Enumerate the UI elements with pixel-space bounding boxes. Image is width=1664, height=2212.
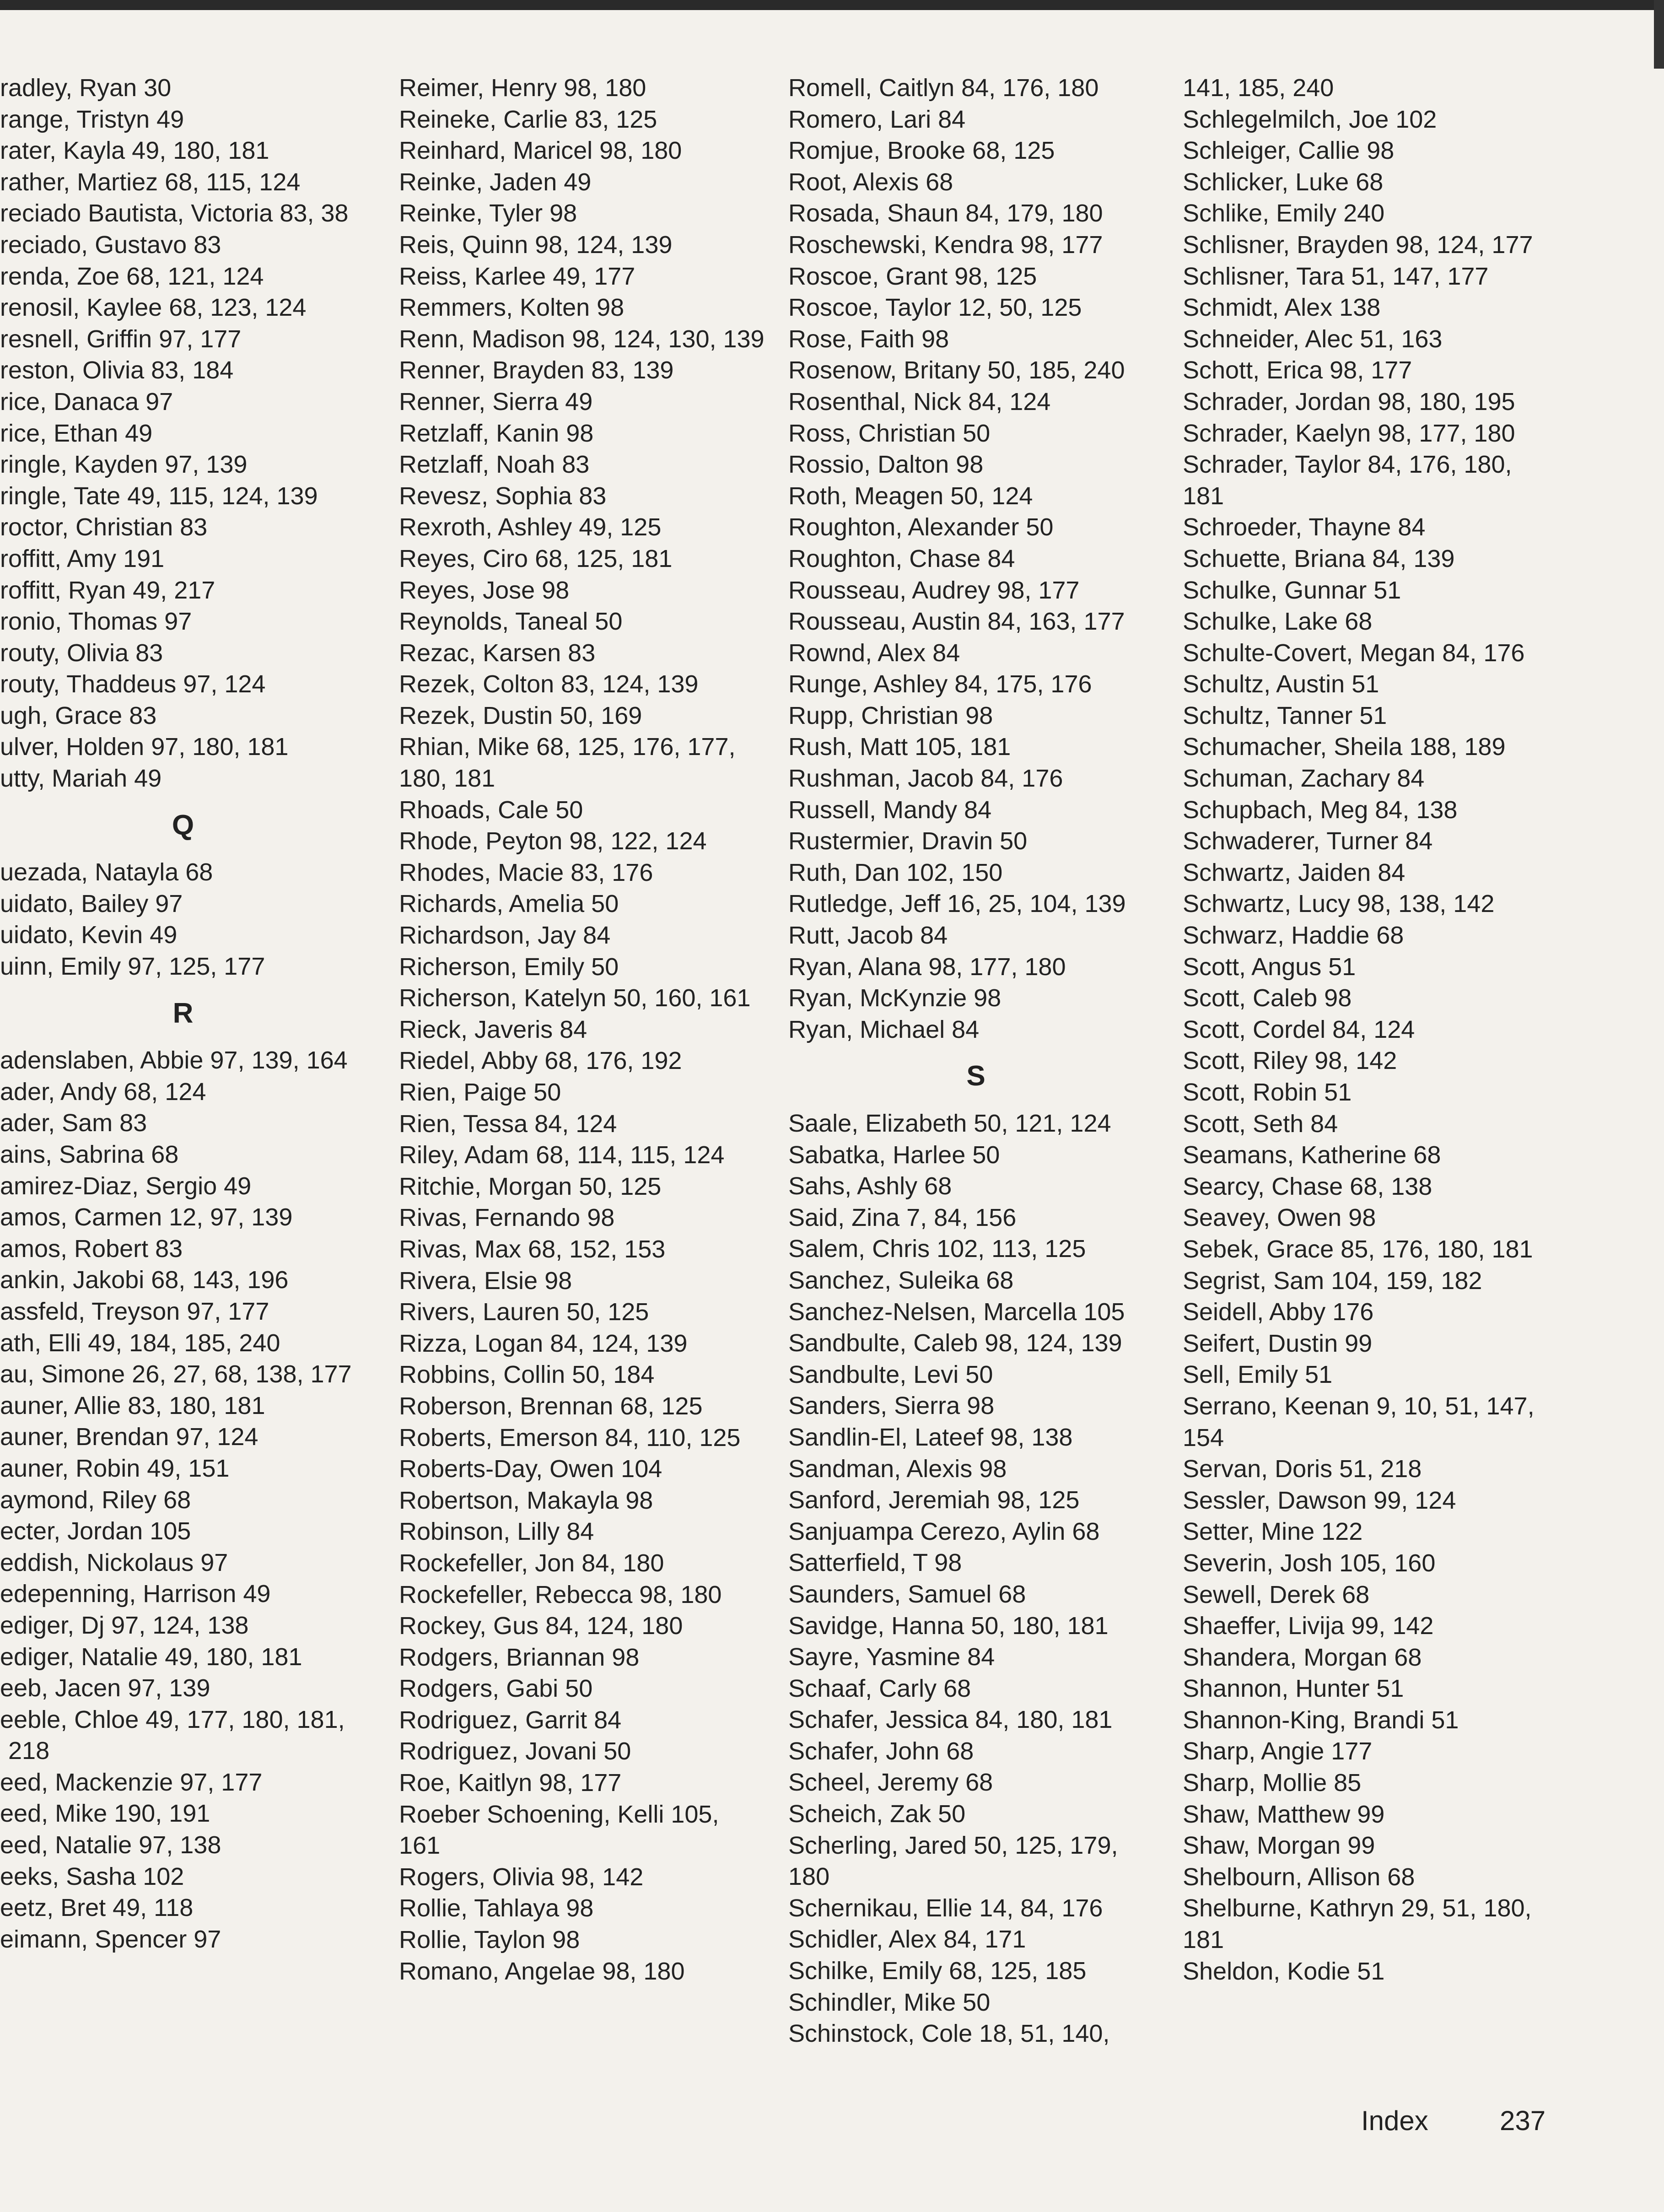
index-entry: Riley, Adam 68, 114, 115, 124 (399, 1141, 725, 1169)
index-entry: Revesz, Sophia 83 (399, 482, 607, 510)
index-entry: Robinson, Lilly 84 (399, 1518, 594, 1546)
index-entry: Schrader, Taylor 84, 176, 180, 181 (1183, 451, 1512, 510)
index-entry: Roth, Meagen 50, 124 (788, 482, 1033, 510)
index-entry: Sahs, Ashly 68 (788, 1172, 952, 1200)
index-entry: adenslaben, Abbie 97, 139, 164 (0, 1047, 348, 1074)
index-entry: Rivers, Lauren 50, 125 (399, 1298, 649, 1326)
index-column-3 (788, 72, 1163, 2050)
index-entry: Rhodes, Macie 83, 176 (399, 858, 653, 886)
index-entry: Setter, Mine 122 (1183, 1518, 1363, 1546)
index-entry: Sharp, Angie 177 (1183, 1737, 1373, 1765)
index-entry: Saunders, Samuel 68 (788, 1580, 1026, 1608)
index-entry: Rutt, Jacob 84 (788, 922, 948, 950)
index-entry: Rosenthal, Nick 84, 124 (788, 388, 1051, 415)
index-entry: Servan, Doris 51, 218 (1183, 1455, 1422, 1483)
index-entry: Schwaderer, Turner 84 (1183, 827, 1433, 855)
index-entry: Rezek, Colton 83, 124, 139 (399, 670, 699, 698)
index-entry: Scott, Angus 51 (1183, 953, 1356, 981)
index-entry: Schulke, Lake 68 (1183, 608, 1373, 636)
index-entry: Reiss, Karlee 49, 177 (399, 262, 635, 290)
index-entry: Reimer, Henry 98, 180 (399, 74, 646, 102)
index-entry: Rhian, Mike 68, 125, 176, 177, 180, 181 (399, 733, 736, 793)
index-entry: Seidell, Abby 176 (1183, 1298, 1374, 1326)
index-entry: Romano, Angelae 98, 180 (399, 1957, 685, 1985)
index-entry: aymond, Riley 68 (0, 1486, 191, 1514)
index-entry: Rustermier, Dravin 50 (788, 827, 1028, 855)
index-entry: Schulke, Gunnar 51 (1183, 576, 1401, 604)
index-entry: Rodriguez, Jovani 50 (399, 1737, 631, 1765)
index-entry: Richards, Amelia 50 (399, 890, 619, 918)
index-entry: Schafer, John 68 (788, 1737, 974, 1765)
index-entry: Scott, Cordel 84, 124 (1183, 1015, 1415, 1043)
section-letter-header: Q (172, 809, 194, 841)
index-entry: eeb, Jacen 97, 139 (0, 1674, 210, 1702)
index-entry: Severin, Josh 105, 160 (1183, 1549, 1436, 1577)
section-letter-header: R (172, 997, 194, 1029)
index-entry: Schilke, Emily 68, 125, 185 (788, 1957, 1087, 1985)
index-entry: Romero, Lari 84 (788, 105, 966, 133)
index-entry: Rollie, Tahlaya 98 (399, 1894, 594, 1922)
index-entry: Sabatka, Harlee 50 (788, 1141, 1000, 1169)
index-entry: Rushman, Jacob 84, 176 (788, 765, 1063, 793)
index-entry: Roughton, Alexander 50 (788, 513, 1054, 541)
index-entry: Renner, Brayden 83, 139 (399, 356, 674, 384)
index-entry: ecter, Jordan 105 (0, 1517, 191, 1545)
index-entry: Ryan, Alana 98, 177, 180 (788, 953, 1066, 981)
index-entry: eetz, Bret 49, 118 (0, 1894, 194, 1922)
index-entry: Sandbulte, Caleb 98, 124, 139 (788, 1329, 1122, 1357)
index-entry: Romell, Caitlyn 84, 176, 180 (788, 74, 1099, 102)
index-entry: eed, Natalie 97, 138 (0, 1831, 221, 1859)
index-entry: Ross, Christian 50 (788, 419, 991, 447)
index-entry: uezada, Natayla 68 (0, 858, 213, 886)
index-entry: Romjue, Brooke 68, 125 (788, 137, 1055, 165)
index-entry: routy, Thaddeus 97, 124 (0, 670, 266, 698)
index-entry: Rieck, Javeris 84 (399, 1015, 587, 1043)
index-entry: Richerson, Katelyn 50, 160, 161 (399, 984, 751, 1012)
index-entry: 141, 185, 240 (1183, 74, 1334, 102)
index-entry: Roscoe, Grant 98, 125 (788, 262, 1037, 290)
index-entry: Scott, Riley 98, 142 (1183, 1047, 1397, 1075)
index-entry: Schindler, Mike 50 (788, 1988, 991, 2016)
index-entry: Schott, Erica 98, 177 (1183, 356, 1412, 384)
index-entry: Rosenow, Britany 50, 185, 240 (788, 356, 1125, 384)
index-entry: uidato, Bailey 97 (0, 890, 183, 917)
index-entry: au, Simone 26, 27, 68, 138, 177 (0, 1360, 352, 1388)
page-edge-shadow (1654, 0, 1664, 69)
index-entry: rater, Kayla 49, 180, 181 (0, 137, 269, 165)
index-entry: Rien, Paige 50 (399, 1079, 561, 1106)
index-entry: Rossio, Dalton 98 (788, 451, 984, 479)
index-entry: Sessler, Dawson 99, 124 (1183, 1486, 1456, 1514)
index-entry: Ritchie, Morgan 50, 125 (399, 1172, 662, 1200)
index-entry: Rodgers, Gabi 50 (399, 1675, 593, 1703)
index-entry: auner, Allie 83, 180, 181 (0, 1392, 265, 1419)
index-entry: Rhode, Peyton 98, 122, 124 (399, 827, 707, 855)
index-entry: Riedel, Abby 68, 176, 192 (399, 1047, 682, 1075)
index-entry: Ryan, Michael 84 (788, 1015, 980, 1043)
index-entry: Richardson, Jay 84 (399, 922, 611, 950)
index-entry: Schuman, Zachary 84 (1183, 765, 1425, 793)
index-column-1 (0, 72, 366, 1955)
index-entry: Shelbourn, Allison 68 (1183, 1863, 1415, 1891)
index-entry: Russell, Mandy 84 (788, 796, 992, 824)
index-entry: Satterfield, T 98 (788, 1549, 962, 1577)
index-entry: Shaeffer, Livija 99, 142 (1183, 1612, 1434, 1640)
index-entry: Robbins, Collin 50, 184 (399, 1361, 655, 1389)
index-entry: Seamans, Katherine 68 (1183, 1141, 1441, 1169)
index-entry: Scott, Caleb 98 (1183, 984, 1352, 1012)
index-entry: eddish, Nickolaus 97 (0, 1548, 228, 1576)
index-entry: Reineke, Carlie 83, 125 (399, 105, 657, 133)
index-entry: Salem, Chris 102, 113, 125 (788, 1235, 1086, 1263)
index-entry: Roberts, Emerson 84, 110, 125 (399, 1424, 741, 1451)
index-entry: renosil, Kaylee 68, 123, 124 (0, 294, 307, 322)
index-entry: auner, Robin 49, 151 (0, 1454, 230, 1482)
index-entry: Reinhard, Maricel 98, 180 (399, 137, 682, 165)
index-entry: Shaw, Morgan 99 (1183, 1832, 1375, 1860)
index-entry: Segrist, Sam 104, 159, 182 (1183, 1267, 1482, 1295)
index-entry: Schlisner, Brayden 98, 124, 177 (1183, 231, 1533, 259)
index-entry: ediger, Natalie 49, 180, 181 (0, 1643, 302, 1671)
index-entry: Schwartz, Lucy 98, 138, 142 (1183, 890, 1495, 918)
page-number: 237 (1500, 2105, 1546, 2136)
index-entry: Reinke, Jaden 49 (399, 168, 592, 196)
index-entry: Saale, Elizabeth 50, 121, 124 (788, 1110, 1111, 1137)
index-entry: Rhoads, Cale 50 (399, 796, 583, 824)
index-entry: Rousseau, Austin 84, 163, 177 (788, 608, 1125, 636)
index-entry: amos, Carmen 12, 97, 139 (0, 1203, 293, 1231)
index-entry: uinn, Emily 97, 125, 177 (0, 953, 265, 981)
index-entry: renda, Zoe 68, 121, 124 (0, 262, 264, 290)
index-entry: Scott, Robin 51 (1183, 1079, 1352, 1106)
index-entry: ediger, Dj 97, 124, 138 (0, 1611, 249, 1639)
index-entry: Schmidt, Alex 138 (1183, 294, 1381, 322)
index-entry: Schinstock, Cole 18, 51, 140, (788, 2020, 1110, 2048)
index-entry: eed, Mackenzie 97, 177 (0, 1768, 263, 1796)
index-entry: Schaaf, Carly 68 (788, 1674, 971, 1702)
index-entry: Schernikau, Ellie 14, 84, 176 (788, 1894, 1103, 1922)
index-entry: Schlicker, Luke 68 (1183, 168, 1384, 196)
index-entry: Sheldon, Kodie 51 (1183, 1957, 1385, 1985)
index-entry: Richerson, Emily 50 (399, 953, 619, 981)
index-entry: ulver, Holden 97, 180, 181 (0, 733, 289, 761)
index-entry: Schrader, Kaelyn 98, 177, 180 (1183, 419, 1515, 447)
index-entry: Rosada, Shaun 84, 179, 180 (788, 200, 1103, 227)
section-letter-header: S (966, 1060, 985, 1092)
index-entry: Schulte-Covert, Megan 84, 176 (1183, 639, 1525, 667)
index-entry: reston, Olivia 83, 184 (0, 356, 234, 384)
index-entry: Robertson, Makayla 98 (399, 1486, 653, 1514)
index-entry: Ryan, McKynzie 98 (788, 984, 1002, 1012)
footer-label: Index (1361, 2105, 1428, 2136)
index-entry: Rupp, Christian 98 (788, 701, 993, 729)
index-entry: auner, Brendan 97, 124 (0, 1423, 258, 1451)
index-entry: routy, Olivia 83 (0, 639, 163, 667)
top-edge-bar (0, 0, 1664, 10)
index-entry: Schneider, Alec 51, 163 (1183, 325, 1443, 353)
index-entry: Schrader, Jordan 98, 180, 195 (1183, 388, 1515, 415)
index-entry: Reinke, Tyler 98 (399, 200, 577, 227)
index-entry: Sanchez-Nelsen, Marcella 105 (788, 1298, 1125, 1326)
index-entry: Seavey, Owen 98 (1183, 1204, 1376, 1232)
index-entry: ankin, Jakobi 68, 143, 196 (0, 1266, 289, 1294)
index-entry: Roughton, Chase 84 (788, 545, 1015, 572)
index-entry: Sebek, Grace 85, 176, 180, 181 (1183, 1235, 1533, 1263)
index-entry: rice, Danaca 97 (0, 388, 173, 415)
index-entry: Shandera, Morgan 68 (1183, 1643, 1422, 1671)
index-entry: reciado Bautista, Victoria 83, 38 (0, 200, 349, 227)
index-entry: Reis, Quinn 98, 124, 139 (399, 231, 673, 259)
index-entry: Schuette, Briana 84, 139 (1183, 545, 1455, 572)
index-entry: Sanders, Sierra 98 (788, 1392, 995, 1420)
index-entry: Rownd, Alex 84 (788, 639, 960, 667)
index-entry: Shannon, Hunter 51 (1183, 1675, 1404, 1703)
index-entry: Serrano, Keenan 9, 10, 51, 147, 154 (1183, 1392, 1535, 1451)
index-entry: Rezac, Karsen 83 (399, 639, 596, 667)
index-entry: Sandman, Alexis 98 (788, 1455, 1007, 1483)
index-entry: Seifert, Dustin 99 (1183, 1329, 1373, 1357)
index-column-2 (399, 72, 765, 1987)
index-entry: Rollie, Taylon 98 (399, 1926, 580, 1954)
index-entry: eed, Mike 190, 191 (0, 1800, 210, 1828)
index-entry: radley, Ryan 30 (0, 74, 172, 102)
index-entry: Renn, Madison 98, 124, 130, 139 (399, 325, 765, 353)
index-entry: roffitt, Amy 191 (0, 545, 165, 572)
index-entry: ath, Elli 49, 184, 185, 240 (0, 1329, 280, 1357)
index-entry: eeble, Chloe 49, 177, 180, 181, 218 (0, 1705, 345, 1765)
index-entry: Renner, Sierra 49 (399, 388, 593, 415)
index-entry: Scherling, Jared 50, 125, 179, 180 (788, 1831, 1118, 1891)
index-entry: Root, Alexis 68 (788, 168, 953, 196)
index-entry: ader, Sam 83 (0, 1109, 147, 1137)
index-entry: Schleiger, Callie 98 (1183, 137, 1395, 165)
index-entry: rice, Ethan 49 (0, 419, 153, 447)
index-entry: Schroeder, Thayne 84 (1183, 513, 1426, 541)
index-entry: uidato, Kevin 49 (0, 921, 178, 949)
index-entry: Rockey, Gus 84, 124, 180 (399, 1612, 683, 1640)
index-entry: ringle, Tate 49, 115, 124, 139 (0, 482, 318, 510)
index-entry: Schlegelmilch, Joe 102 (1183, 105, 1437, 133)
index-entry: Sharp, Mollie 85 (1183, 1769, 1362, 1797)
index-entry: eeks, Sasha 102 (0, 1862, 184, 1890)
index-entry: Sanjuampa Cerezo, Aylin 68 (788, 1517, 1100, 1545)
index-entry: Schidler, Alex 84, 171 (788, 1926, 1026, 1953)
index-entry: Roeber Schoening, Kelli 105, 161 (399, 1800, 719, 1860)
index-entry: Shelburne, Kathryn 29, 51, 180, 181 (1183, 1894, 1532, 1954)
index-entry: Sayre, Yasmine 84 (788, 1643, 995, 1671)
index-entry: amos, Robert 83 (0, 1235, 183, 1262)
index-entry: Rivas, Fernando 98 (399, 1204, 615, 1232)
index-entry: assfeld, Treyson 97, 177 (0, 1297, 269, 1325)
index-entry: reciado, Gustavo 83 (0, 231, 221, 259)
index-entry: Rousseau, Audrey 98, 177 (788, 576, 1080, 604)
index-entry: Schultz, Austin 51 (1183, 670, 1379, 698)
index-entry: Rien, Tessa 84, 124 (399, 1110, 617, 1138)
index-entry: ains, Sabrina 68 (0, 1141, 179, 1168)
index-entry: Retzlaff, Kanin 98 (399, 419, 594, 447)
index-entry: range, Tristyn 49 (0, 105, 184, 133)
index-entry: Rexroth, Ashley 49, 125 (399, 513, 662, 541)
index-entry: edepenning, Harrison 49 (0, 1580, 271, 1608)
index-entry: Sandbulte, Levi 50 (788, 1360, 993, 1388)
index-entry: Remmers, Kolten 98 (399, 294, 625, 322)
index-entry: Scott, Seth 84 (1183, 1110, 1338, 1138)
index-entry: Sanchez, Suleika 68 (788, 1266, 1014, 1294)
index-entry: Shaw, Matthew 99 (1183, 1800, 1385, 1828)
index-entry: Rizza, Logan 84, 124, 139 (399, 1329, 688, 1357)
index-entry: Schafer, Jessica 84, 180, 181 (788, 1706, 1113, 1734)
index-entry: Rockefeller, Rebecca 98, 180 (399, 1581, 722, 1608)
index-entry: utty, Mariah 49 (0, 765, 162, 793)
index-entry: Reyes, Ciro 68, 125, 181 (399, 545, 673, 572)
index-entry: Reyes, Jose 98 (399, 576, 570, 604)
index-entry: Rutledge, Jeff 16, 25, 104, 139 (788, 890, 1126, 918)
index-entry: Scheich, Zak 50 (788, 1800, 966, 1828)
index-entry: Sell, Emily 51 (1183, 1361, 1333, 1389)
index-entry: Rockefeller, Jon 84, 180 (399, 1549, 664, 1577)
index-entry: Ruth, Dan 102, 150 (788, 858, 1003, 886)
index-entry: Runge, Ashley 84, 175, 176 (788, 670, 1092, 698)
index-entry: Roberson, Brennan 68, 125 (399, 1392, 703, 1420)
index-entry: Roe, Kaitlyn 98, 177 (399, 1769, 622, 1797)
index-entry: Sanford, Jeremiah 98, 125 (788, 1486, 1080, 1514)
index-entry: Rodgers, Briannan 98 (399, 1643, 640, 1671)
index-entry: Roberts-Day, Owen 104 (399, 1455, 662, 1483)
index-entry: Retzlaff, Noah 83 (399, 451, 590, 479)
index-entry: Roscoe, Taylor 12, 50, 125 (788, 294, 1082, 322)
index-entry: roffitt, Ryan 49, 217 (0, 576, 215, 604)
index-entry: rather, Martiez 68, 115, 124 (0, 168, 301, 196)
index-entry: ringle, Kayden 97, 139 (0, 451, 248, 479)
index-column-4 (1183, 72, 1549, 1987)
index-entry: Rivera, Elsie 98 (399, 1267, 572, 1295)
index-entry: Schlisner, Tara 51, 147, 177 (1183, 262, 1489, 290)
index-entry: roctor, Christian 83 (0, 513, 208, 541)
index-entry: ronio, Thomas 97 (0, 608, 192, 636)
index-entry: ugh, Grace 83 (0, 701, 157, 729)
index-entry: Roschewski, Kendra 98, 177 (788, 231, 1103, 259)
index-entry: Searcy, Chase 68, 138 (1183, 1172, 1432, 1200)
index-entry: eimann, Spencer 97 (0, 1925, 221, 1953)
index-entry: Rezek, Dustin 50, 169 (399, 701, 642, 729)
index-entry: Rush, Matt 105, 181 (788, 733, 1011, 761)
index-entry: Schultz, Tanner 51 (1183, 701, 1387, 729)
index-entry: Rodriguez, Garrit 84 (399, 1706, 622, 1734)
index-entry: ader, Andy 68, 124 (0, 1078, 206, 1106)
index-entry: Schlike, Emily 240 (1183, 200, 1385, 227)
index-entry: Schupbach, Meg 84, 138 (1183, 796, 1458, 824)
index-entry: Schwarz, Haddie 68 (1183, 922, 1404, 950)
index-entry: Reynolds, Taneal 50 (399, 608, 623, 636)
index-entry: Schumacher, Sheila 188, 189 (1183, 733, 1506, 761)
index-entry: Sandlin-El, Lateef 98, 138 (788, 1423, 1073, 1451)
index-entry: Sewell, Derek 68 (1183, 1581, 1370, 1608)
index-entry: Savidge, Hanna 50, 180, 181 (788, 1612, 1109, 1640)
index-entry: Shannon-King, Brandi 51 (1183, 1706, 1459, 1734)
index-entry: Rivas, Max 68, 152, 153 (399, 1235, 666, 1263)
index-entry: Scheel, Jeremy 68 (788, 1769, 993, 1797)
index-entry: resnell, Griffin 97, 177 (0, 325, 242, 353)
index-entry: Rose, Faith 98 (788, 325, 949, 353)
index-entry: Said, Zina 7, 84, 156 (788, 1203, 1017, 1231)
index-entry: Rogers, Olivia 98, 142 (399, 1863, 644, 1891)
index-entry: Schwartz, Jaiden 84 (1183, 858, 1406, 886)
index-entry: amirez-Diaz, Sergio 49 (0, 1172, 252, 1200)
